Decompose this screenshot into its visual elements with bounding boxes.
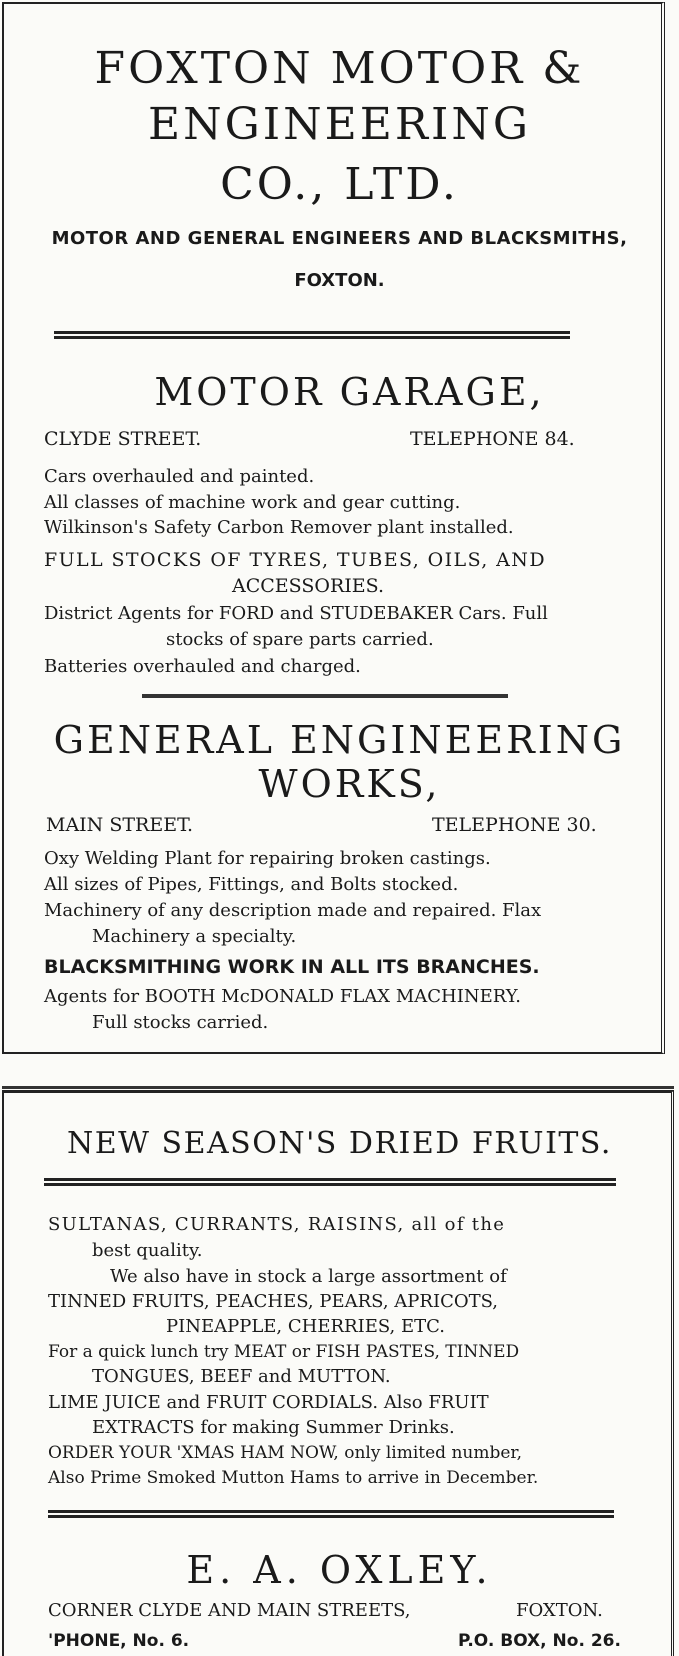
works-line: Full stocks carried. — [92, 1012, 269, 1033]
works-line: Agents for BOOTH McDONALD FLAX MACHINERY. — [44, 986, 521, 1007]
merchant-town: FOXTON. — [516, 1600, 603, 1621]
company-town: FOXTON. — [294, 270, 385, 291]
fruits-line: Also Prime Smoked Mutton Hams to arrive in December. — [48, 1468, 539, 1488]
works-telephone: TELEPHONE 30. — [432, 814, 597, 836]
fruits-line: TONGUES, BEEF and MUTTON. — [92, 1366, 391, 1387]
merchant-address: CORNER CLYDE AND MAIN STREETS, — [48, 1600, 411, 1621]
company-subtitle: MOTOR AND GENERAL ENGINEERS AND BLACKSMITHS, — [51, 228, 628, 249]
top-border-rule — [2, 1086, 674, 1089]
fruits-line: For a quick lunch try MEAT or FISH PASTES, TINNED — [48, 1342, 520, 1362]
works-street: MAIN STREET. — [46, 814, 193, 836]
fruits-line: EXTRACTS for making Summer Drinks. — [92, 1417, 455, 1438]
single-rule — [142, 694, 508, 698]
garage-line: All classes of machine work and gear cutting. — [44, 492, 461, 513]
garage-street: CLYDE STREET. — [44, 428, 202, 450]
garage-telephone: TELEPHONE 84. — [410, 428, 575, 450]
works-line: Oxy Welding Plant for repairing broken castings. — [44, 848, 491, 869]
works-line: Machinery a specialty. — [92, 926, 297, 947]
garage-line: Batteries overhauled and charged. — [44, 656, 361, 677]
fruits-line: SULTANAS, CURRANTS, RAISINS, all of the — [48, 1214, 506, 1235]
double-rule — [54, 331, 570, 339]
company-title-line2: ENGINEERING — [147, 99, 532, 150]
works-line: All sizes of Pipes, Fittings, and Bolts stocked. — [44, 874, 459, 895]
fruits-line: TINNED FRUITS, PEACHES, PEARS, APRICOTS, — [48, 1291, 499, 1312]
garage-line: ACCESSORIES. — [232, 575, 384, 597]
fruits-line: We also have in stock a large assortment of — [110, 1266, 507, 1287]
works-line: BLACKSMITHING WORK IN ALL ITS BRANCHES. — [44, 956, 540, 978]
fruits-line: LIME JUICE and FRUIT CORDIALS. Also FRUIT — [48, 1392, 489, 1413]
garage-line: FULL STOCKS OF TYRES, TUBES, OILS, AND — [44, 549, 546, 571]
fruits-line: ORDER YOUR 'XMAS HAM NOW, only limited number, — [48, 1443, 523, 1463]
merchant-phone: 'PHONE, No. 6. — [48, 1631, 190, 1651]
merchant-pobox: P.O. BOX, No. 26. — [458, 1631, 621, 1651]
company-title-line1: FOXTON MOTOR & — [94, 43, 585, 94]
garage-line: Wilkinson's Safety Carbon Remover plant installed. — [44, 517, 514, 538]
garage-line: stocks of spare parts carried. — [166, 629, 434, 650]
dried-fruits-heading: NEW SEASON'S DRIED FRUITS. — [67, 1126, 612, 1161]
double-rule — [48, 1510, 614, 1518]
works-heading-line2: WORKS, — [258, 762, 441, 806]
fruits-line: PINEAPPLE, CHERRIES, ETC. — [166, 1316, 445, 1337]
double-rule — [44, 1178, 616, 1186]
garage-line: Cars overhauled and painted. — [44, 466, 315, 487]
works-line: Machinery of any description made and repaired. Flax — [44, 900, 542, 921]
company-title-line3: CO., LTD. — [220, 159, 459, 210]
fruits-line: best quality. — [92, 1240, 203, 1261]
garage-line: District Agents for FORD and STUDEBAKER Cars. Full — [44, 603, 548, 624]
works-heading-line1: GENERAL ENGINEERING — [53, 718, 626, 762]
garage-heading: MOTOR GARAGE, — [154, 370, 545, 414]
merchant-name: E. A. OXLEY. — [186, 1548, 493, 1592]
